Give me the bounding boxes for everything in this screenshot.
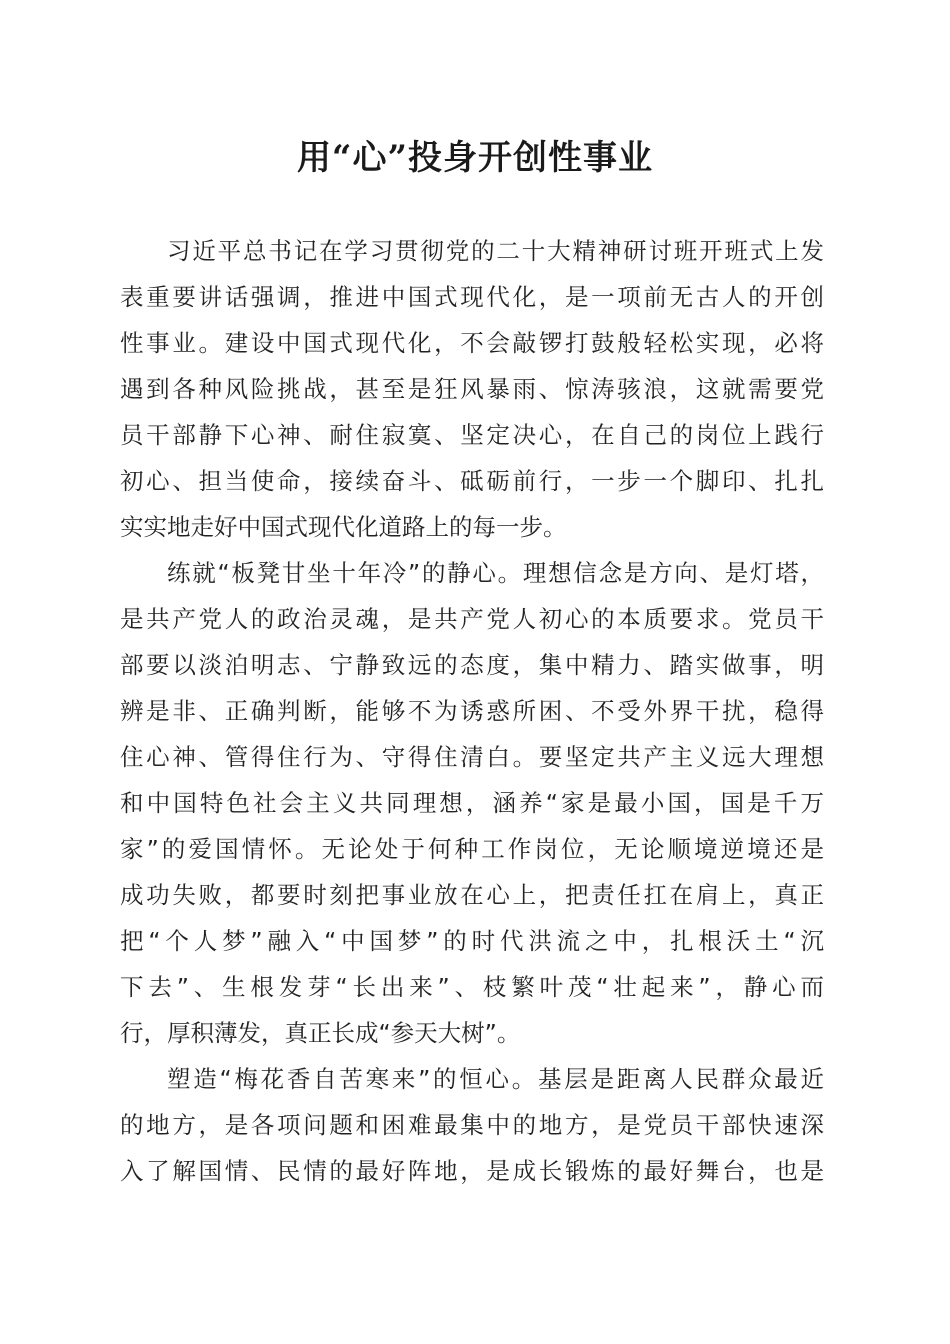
document-title: 用“心”投身开创性事业 — [296, 138, 654, 178]
paragraph-3-line-2: 的地方，是各项问题和困难最集中的地方，是党员干部快速深 — [120, 1111, 824, 1139]
paragraph-2-line-5: 住心神、管得住行为、守得住清白。要坚定共产主义远大理想 — [120, 743, 824, 771]
paragraph-2-line-8: 成功失败，都要时刻把事业放在心上，把责任扛在肩上，真正 — [120, 881, 824, 909]
paragraph-3-line-3: 入了解国情、民情的最好阵地，是成长锻炼的最好舞台，也是 — [120, 1157, 824, 1185]
paragraph-1-line-3: 性事业。建设中国式现代化，不会敲锣打鼓般轻松实现，必将 — [120, 329, 824, 357]
paragraph-1-line-2: 表重要讲话强调，推进中国式现代化，是一项前无古人的开创 — [120, 283, 824, 311]
paragraph-2-line-11: 行，厚积薄发，真正长成“参天大树”。 — [120, 1019, 521, 1047]
paragraph-2-line-7: 家”的爱国情怀。无论处于何种工作岗位，无论顺境逆境还是 — [120, 835, 824, 863]
paragraph-1-line-7: 实实地走好中国式现代化道路上的每一步。 — [120, 513, 567, 541]
paragraph-2-line-9: 把“个人梦”融入“中国梦”的时代洪流之中，扎根沃土“沉 — [120, 927, 824, 955]
paragraph-2-line-4: 辨是非、正确判断，能够不为诱惑所困、不受外界干扰，稳得 — [120, 697, 824, 725]
paragraph-2-line-10: 下去”、生根发芽“长出来”、枝繁叶茂“壮起来”，静心而 — [120, 973, 824, 1001]
paragraph-2-line-2: 是共产党人的政治灵魂，是共产党人初心的本质要求。党员干 — [120, 605, 824, 633]
paragraph-3-line-1: 塑造“梅花香自苦寒来”的恒心。基层是距离人民群众最近 — [167, 1065, 824, 1093]
paragraph-2-line-6: 和中国特色社会主义共同理想，涵养“家是最小国，国是千万 — [120, 789, 824, 817]
paragraph-1-line-5: 员干部静下心神、耐住寂寞、坚定决心，在自己的岗位上践行 — [120, 421, 824, 449]
document-body — [120, 228, 824, 1194]
paragraph-1-line-1: 习近平总书记在学习贯彻党的二十大精神研讨班开班式上发 — [167, 237, 824, 265]
paragraph-1-line-4: 遇到各种风险挑战，甚至是狂风暴雨、惊涛骇浪，这就需要党 — [120, 375, 824, 403]
paragraph-2-line-3: 部要以淡泊明志、宁静致远的态度，集中精力、踏实做事，明 — [120, 651, 824, 679]
paragraph-2-line-1: 练就“板凳甘坐十年冷”的静心。理想信念是方向、是灯塔， — [167, 559, 824, 587]
paragraph-1-line-6: 初心、担当使命，接续奋斗、砥砺前行，一步一个脚印、扎扎 — [120, 467, 824, 495]
